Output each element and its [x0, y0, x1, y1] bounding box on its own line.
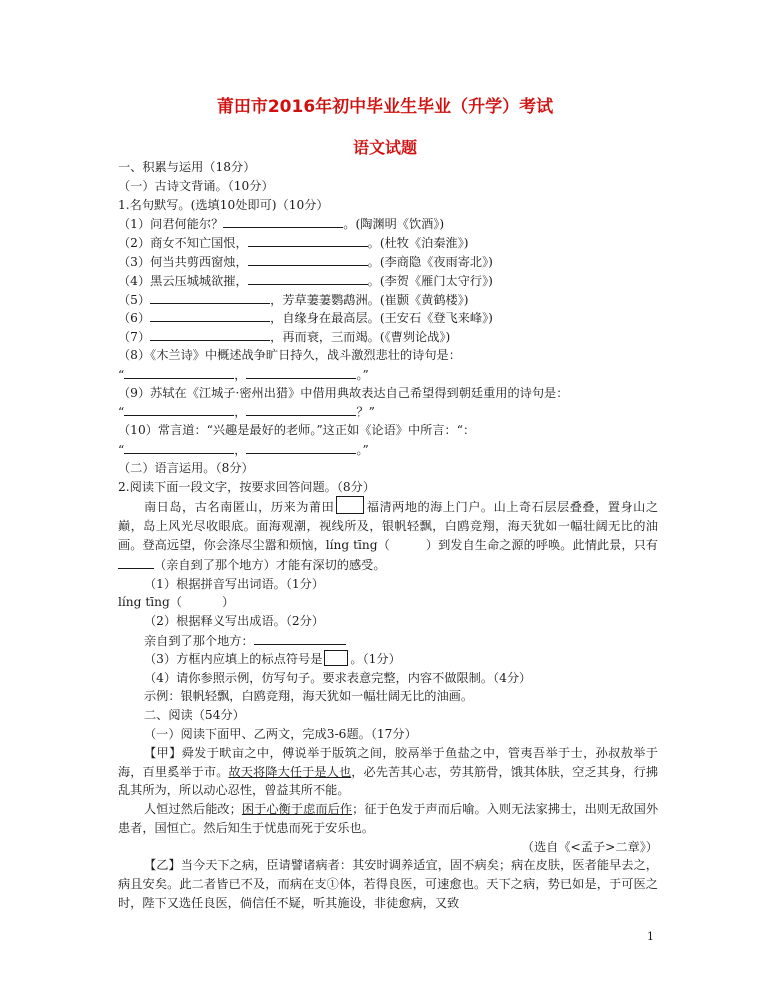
- answer-blank[interactable]: [124, 365, 234, 379]
- answer-blank[interactable]: [118, 555, 154, 569]
- punctuation-box[interactable]: [336, 496, 364, 514]
- question-item: （7） ，再而衰，三而竭。(《曹刿论战》): [118, 327, 658, 346]
- question-item: （8）《木兰诗》中概述战争旷日持久，战斗激烈悲壮的诗句是：: [118, 347, 461, 362]
- passage-source: （选自《<孟子>二章》）: [521, 839, 658, 854]
- question-item: （4）黑云压城城欲摧， 。(李贺《雁门太守行》): [118, 271, 658, 290]
- subsection-heading: （一）阅读下面甲、乙两文，完成3-6题。（17分）: [144, 726, 417, 741]
- section-heading: 一、积累与运用（18分）: [118, 160, 256, 174]
- answer-blank[interactable]: [248, 271, 368, 285]
- answer-line: “ ， 。”: [118, 440, 658, 459]
- question-item: （5） ，芳草萋萋鹦鹉洲。(崔颢《黄鹤楼》): [118, 290, 658, 309]
- reading-passage-yi: 【乙】当今天下之病，臣请譬诸病者：其安时调养适宜，固不病矣；病在皮肤，医者能早去之，病且安矣。此二者皆已不及，而病在支①体，若得良医，可速愈也。天下之病，势已如是，于可医之时，陛下又选任良医，倘信任不疑，听其施设，非徒愈病，又致: [118, 858, 658, 911]
- reading-passage-jia: 人恒过然后能改；困于心衡于虑而后作；征于色发于声而后喻。入则无法家拂士，出则无敌国外患者，国恒亡。然后知生于忧患而死于安乐也。: [118, 802, 659, 835]
- page-number: 1: [647, 930, 654, 943]
- question-item: （9）苏轼在《江城子·密州出猎》中借用典故表达自己希望得到朝廷重用的诗句是：: [118, 385, 569, 400]
- answer-blank[interactable]: [124, 440, 234, 454]
- answer-blank[interactable]: [223, 214, 343, 228]
- answer-blank[interactable]: [248, 252, 368, 266]
- question-item: （3）何当共剪西窗烛， 。(李商隐《夜雨寄北》): [118, 252, 658, 271]
- exam-subtitle: 语文试题: [352, 138, 417, 157]
- section-heading: 二、阅读（54分）: [144, 708, 245, 723]
- answer-blank[interactable]: [150, 327, 270, 341]
- answer-blank[interactable]: [248, 233, 368, 247]
- reading-passage-jia: 【甲】舜发于畎亩之中，傅说举于版筑之间，胶鬲举于鱼盐之中，管夷吾举于士，孙叔敖举于海，百里奚举于市。故天将降大任于是人也，必先苦其心志，劳其筋骨，饿其体肤，空乏其身，行拂乱其所为，所以动心忍性，曾益其所不能。: [118, 745, 659, 798]
- answer-blank[interactable]: [124, 402, 234, 416]
- question-item: （2）根据释义写出成语。（2分）: [144, 614, 325, 629]
- question-item: （1）问君何能尔？ 。(陶渊明《饮酒》): [118, 214, 658, 233]
- underlined-sentence: 故天将降大任于是人也: [228, 764, 352, 779]
- reading-paragraph: 南日岛，古名南匿山，历来为莆田 福清两地的海上门户。山上奇石层层叠叠，置身山之巅，岛上风光尽收眼底。面海观潮，视线所及，银帆轻飘，白鸥竞翔，海天犹如一幅壮阔无比的油画。登高远望，你会涤尽尘嚣和烦恼，líng tīng（ ）到发自生命之源的呼唤。此情此景，只有（亲自到了那个地方）才能有深切的感受。: [118, 496, 658, 574]
- answer-blank[interactable]: [150, 290, 270, 304]
- answer-line: “ ， ？”: [118, 402, 658, 421]
- answer-blank[interactable]: [246, 402, 356, 416]
- answer-blank[interactable]: [246, 365, 356, 379]
- punctuation-box[interactable]: [324, 650, 348, 666]
- answer-line: “ ， 。”: [118, 365, 658, 384]
- answer-blank[interactable]: [254, 631, 346, 645]
- exam-title: 莆田市2016年初中毕业生毕业（升学）考试: [216, 97, 554, 117]
- answer-line: 亲自到了那个地方：: [118, 631, 658, 650]
- question-item: （3）方框内应填上的标点符号是 。（1分）: [144, 651, 401, 666]
- question-item: （10）常言道：“兴趣是最好的老师。”这正如《论语》中所言：“：: [118, 423, 476, 438]
- answer-line: líng tīng（ ）: [118, 595, 235, 610]
- question-item: （1）根据拼音写出词语。（1分）: [144, 576, 325, 591]
- answer-blank[interactable]: [150, 308, 270, 322]
- subsection-heading: （二）语言运用。（8分）: [118, 460, 254, 475]
- answer-blank[interactable]: [246, 440, 356, 454]
- subsection-heading: （一）古诗文背诵。（10分）: [118, 178, 274, 193]
- question-item: （2）商女不知亡国恨， 。(杜牧《泊秦淮》): [118, 233, 658, 252]
- question-heading: 1.名句默写。(选填10处即可)（10分）: [118, 197, 329, 212]
- question-item: （6） ，自缘身在最高层。(王安石《登飞来峰》): [118, 308, 658, 327]
- example-line: 示例：银帆轻飘，白鸥竞翔，海天犹如一幅壮阔无比的油画。: [144, 689, 474, 704]
- question-heading: 2.阅读下面一段文字，按要求回答问题。（8分）: [118, 479, 376, 494]
- exam-content: [118, 158, 658, 913]
- question-item: （4）请你参照示例，仿写句子。要求表意完整，内容不做限制。（4分）: [144, 670, 532, 685]
- underlined-sentence: 困于心衡于虑而后作: [241, 802, 353, 817]
